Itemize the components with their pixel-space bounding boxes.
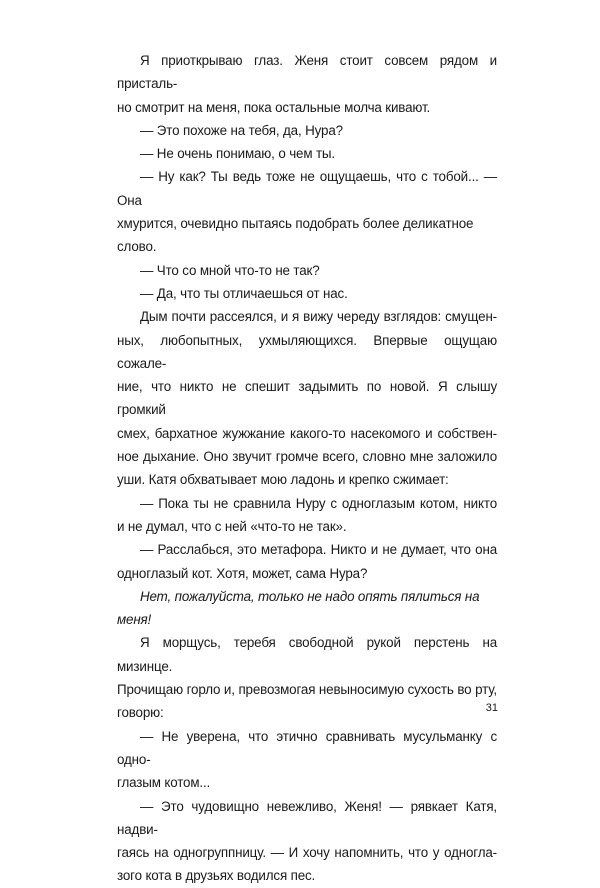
text-line: — Расслабься, это метафора. Никто и не думает, что она bbox=[140, 542, 497, 558]
text-line: Я приоткрываю глаз. Женя стоит совсем рядом и присталь- bbox=[117, 53, 497, 92]
paragraph bbox=[117, 492, 497, 539]
text-line: глазым котом... bbox=[117, 775, 211, 791]
page-number: 31 bbox=[485, 702, 498, 714]
text-line: Нет, пожалуйста, только не надо опять пялиться на меня! bbox=[117, 588, 480, 628]
text-line: Я морщусь, теребя свободной рукой перстень на мизинце. bbox=[117, 635, 497, 674]
paragraph bbox=[117, 282, 497, 305]
text-line: — Ну как? Ты ведь тоже не ощущаешь, что с тобой... — Она bbox=[117, 169, 497, 208]
paragraph bbox=[117, 795, 497, 888]
text-line: — Не очень понимаю, о чем ты. bbox=[140, 146, 335, 162]
paragraph bbox=[117, 119, 497, 142]
text-line: — Это похоже на тебя, да, Нура? bbox=[140, 122, 343, 138]
body-text bbox=[117, 49, 497, 888]
text-line: — Пока ты не сравнила Нуру с одноглазым котом, никто bbox=[140, 495, 497, 511]
paragraph bbox=[117, 49, 497, 119]
text-line: Дым почти рассеялся, и я вижу череду взглядов: смущен- bbox=[140, 309, 497, 325]
paragraph bbox=[117, 165, 497, 258]
text-line: гаясь на одногруппницу. — И хочу напомнить, что у одногла- bbox=[117, 845, 497, 861]
text-line: зого кота в друзьях водился пес. bbox=[117, 868, 316, 884]
paragraph bbox=[117, 142, 497, 165]
text-line: и не думал, что с ней «что-то не так». bbox=[117, 518, 347, 534]
text-line: смех, бархатное жужжание какого-то насекомого и собствен- bbox=[117, 425, 497, 441]
text-line: хмурится, очевидно пытаясь подобрать более деликатное слово. bbox=[117, 216, 474, 255]
text-line: но смотрит на меня, пока остальные молча кивают. bbox=[117, 99, 431, 115]
paragraph bbox=[117, 725, 497, 795]
paragraph bbox=[117, 585, 497, 632]
text-line: ных, любопытных, ухмыляющихся. Впервые ощущаю сожале- bbox=[117, 332, 497, 371]
text-line: уши. Катя обхватывает мою ладонь и крепко сжимает: bbox=[117, 472, 449, 488]
paragraph bbox=[117, 538, 497, 585]
paragraph bbox=[117, 305, 497, 491]
text-line: — Не уверена, что этично сравнивать мусульманку с одно- bbox=[117, 728, 497, 767]
text-line: — Да, что ты отличаешься от нас. bbox=[140, 285, 348, 301]
text-line: говорю: bbox=[117, 705, 164, 721]
text-line: Прочищаю горло и, превозмогая невыносимую сухость во рту, bbox=[117, 682, 497, 698]
text-line: одноглазый кот. Хотя, может, сама Нура? bbox=[117, 565, 368, 581]
paragraph bbox=[117, 631, 497, 724]
text-line: — Это чудовищно невежливо, Женя! — рявкает Катя, надви- bbox=[117, 798, 497, 837]
text-line: ние, что никто не спешит задымить по новой. Я слышу громкий bbox=[117, 379, 497, 418]
text-line: ное дыхание. Оно звучит громче всего, словно мне заложило bbox=[117, 449, 497, 465]
paragraph bbox=[117, 259, 497, 282]
text-line: — Что со мной что-то не так? bbox=[140, 262, 320, 278]
